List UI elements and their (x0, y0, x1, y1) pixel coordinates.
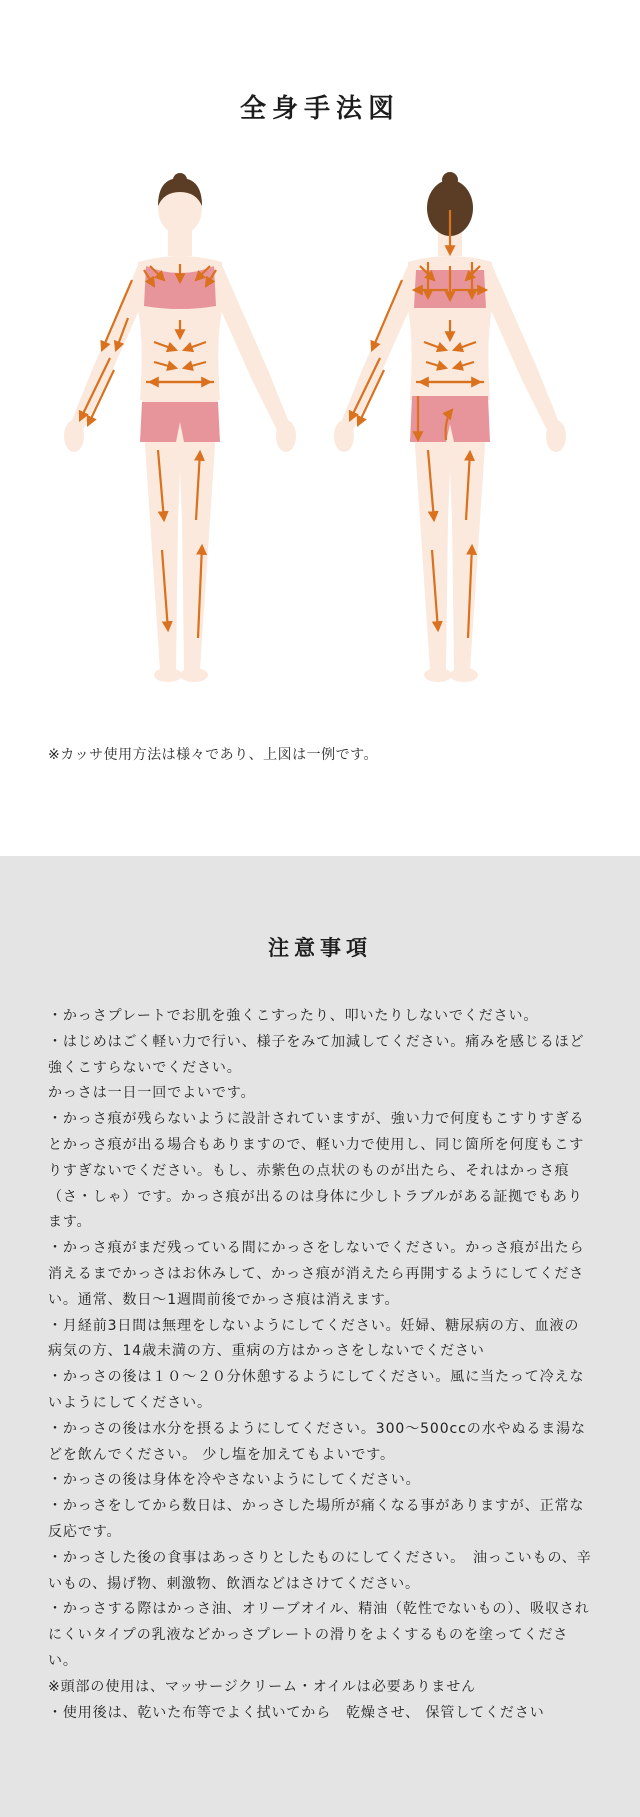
body-method-diagram (50, 170, 590, 690)
section-title: 注意事項 (268, 935, 372, 960)
list-item: ・かっさの後は水分を摂るようにしてください。300〜500ccの水やぬるま湯などを飲んでください。 少し塩を加えてもよいです。 (48, 1420, 586, 1463)
usage-note: ※カッサ使用方法は様々であり、上図は一例です。 (48, 747, 378, 763)
list-item: ・かっさをしてから数日は、かっさした場所が痛くなる事がありますが、正常な反応です。 (48, 1498, 585, 1540)
list-item: ・かっさする際はかっさ油、オリーブオイル、精油（乾性でないもの）、吸収されにくいタイプの乳液などかっさプレートの滑りをよくするものを塗ってください。 (48, 1601, 590, 1669)
list-item: ・かっさ痕がまだ残っている間にかっさをしないでください。かっさ痕が出たら消えるまでかっさはお休みして、かっさ痕が消えたら再開するようにしてください。通常、数日〜1週間前後でかっさ痕は消えます。 (48, 1240, 585, 1308)
section-title: 全身手法図 (239, 94, 400, 124)
list-item: ・はじめはごく軽い力で行い、様子をみて加減してください。痛みを感じるほど強くこすらないでください。 (48, 1033, 585, 1076)
method-section (0, 0, 640, 856)
list-item: ・かっさした後の食事はあっさりとしたものにしてください。 油っこいもの、辛いもの、揚げ物、刺激物、飲酒などはさけてください。 (48, 1549, 592, 1592)
list-item: かっさは一日一回でよいです。 (48, 1085, 256, 1102)
precautions-list (48, 1004, 594, 1726)
list-item: ・かっさ痕が残らないように設計されていますが、強い力で何度もこすりすぎるとかっさ痕が出る場合もありますので、軽い力で使用し、同じ箇所を何度もこすりすぎないでください。もし、赤紫色の点状のものが出たら、それはかっさ痕（さ・しゃ）です。かっさ痕が出るのは身体に少しトラブルがある証拠でもあります。 (48, 1111, 585, 1231)
list-item: ・使用後は、乾いた布等でよく拭いてから 乾燥させ、 保管してください (48, 1704, 545, 1721)
precautions-section (0, 856, 640, 1817)
front-body-figure (64, 173, 296, 682)
back-body-figure (334, 172, 566, 682)
list-item: ・かっさプレートでお肌を強くこすったり、叩いたりしないでください。 (48, 1008, 539, 1024)
list-item: ・月経前3日間は無理をしないようにしてください。妊婦、糖尿病の方、血液の病気の方、14歳未満の方、重病の方はかっさをしないでください (48, 1317, 580, 1360)
list-item: ・かっさの後は身体を冷やさないようにしてください。 (48, 1472, 421, 1489)
list-item: ※頭部の使用は、マッサージクリーム・オイルは必要ありません (48, 1678, 477, 1695)
list-item: ・かっさの後は１０〜２０分休憩するようにしてください。風に当たって冷えないようにしてください。 (48, 1369, 585, 1411)
